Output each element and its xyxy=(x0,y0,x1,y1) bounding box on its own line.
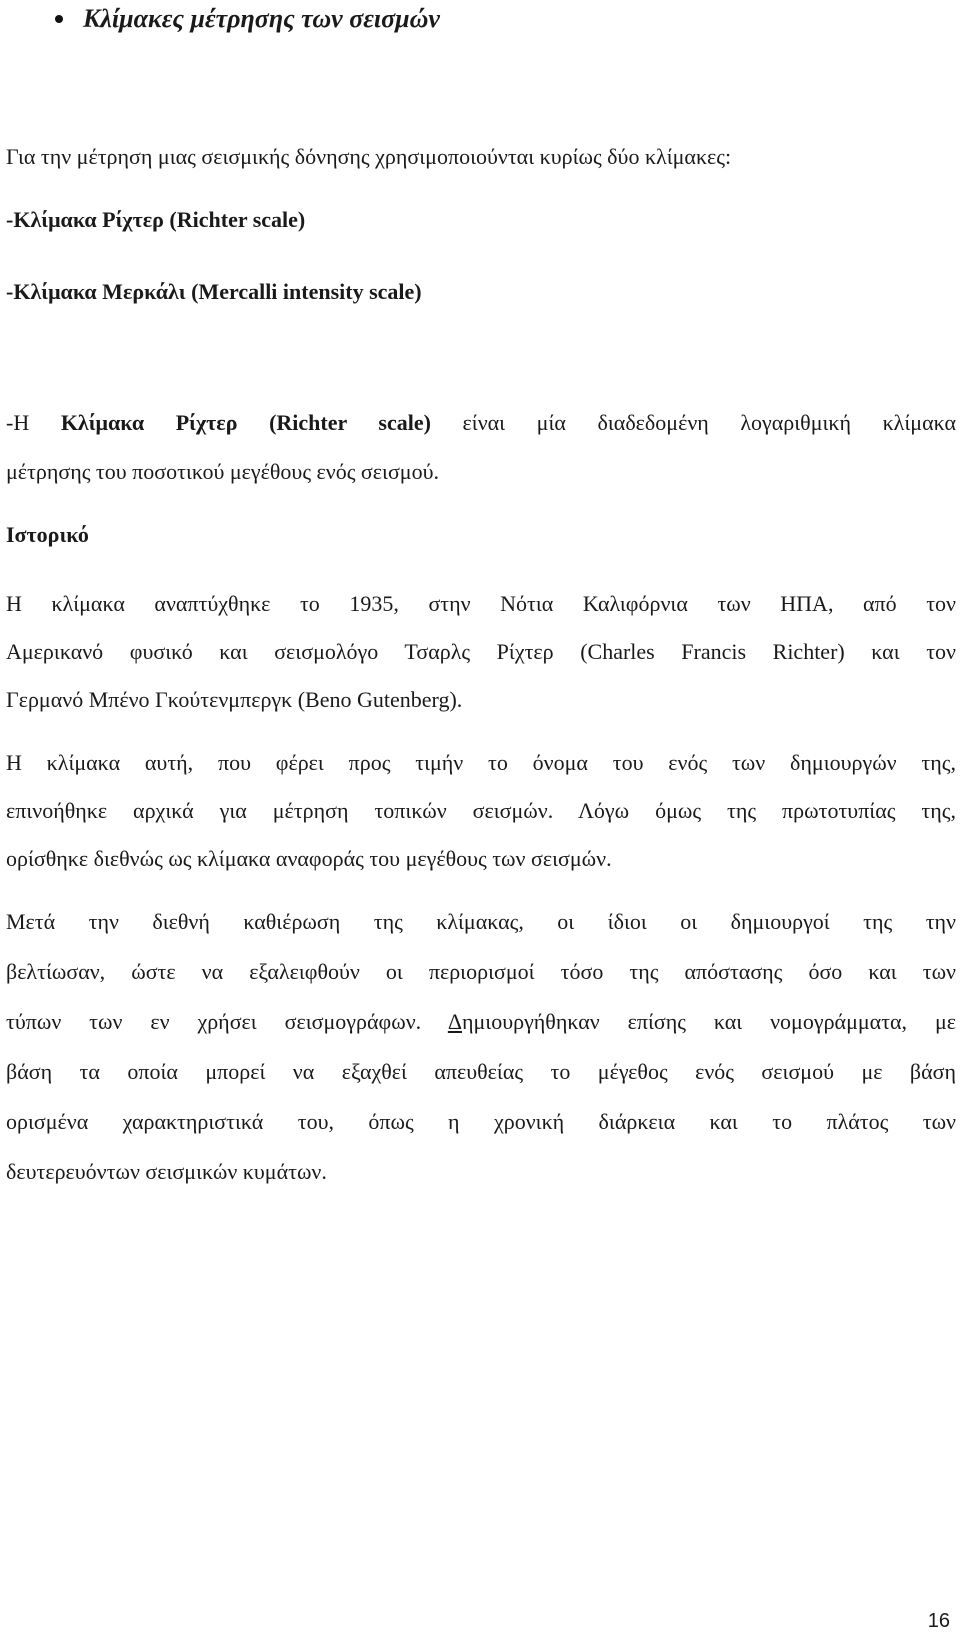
page-number: 16 xyxy=(927,1610,950,1632)
para1-line2: Αμερικανό φυσικό και σεισμολόγο Τσαρλς Ρίχτερ (Charles Francis Richter) και τον xyxy=(6,639,956,664)
para3-line3-underlined: Δ xyxy=(447,1009,462,1034)
para3-line3-pre: τύπων των εν χρήσει σεισμογράφων. xyxy=(6,1009,448,1034)
scale-item-richter: -Κλίμακα Ρίχτερ (Richter scale) xyxy=(6,207,306,232)
para1-line3: Γερμανό Μπένο Γκούτενμπεργκ (Beno Gutenberg). xyxy=(6,687,463,712)
para1-line1: Η κλίμακα αναπτύχθηκε το 1935, στην Νότια Καλιφόρνια των ΗΠΑ, από τον xyxy=(6,591,956,616)
richter-definition-bold: Κλίμακα Ρίχτερ (Richter scale) xyxy=(60,410,431,435)
richter-definition-line2: μέτρησης του ποσοτικού μεγέθους ενός σεισμού. xyxy=(6,459,439,484)
section-heading-row xyxy=(55,2,440,36)
para3-line5: ορισμένα χαρακτηριστικά του, όπως η χρονική διάρκεια και το πλάτος των xyxy=(6,1109,956,1134)
history-title: Ιστορικό xyxy=(6,522,89,547)
para3-line4: βάση τα οποία μπορεί να εξαχθεί απευθείας το μέγεθος ενός σεισμού με βάση xyxy=(6,1059,956,1084)
scale-item-mercalli: -Κλίμακα Μερκάλι (Mercalli intensity scale) xyxy=(6,279,422,304)
para3-line6: δευτερευόντων σεισμικών κυμάτων. xyxy=(6,1159,327,1184)
richter-definition-line1 xyxy=(6,409,956,437)
para2-line1: Η κλίμακα αυτή, που φέρει προς τιμήν το όνομα του ενός των δημιουργών της, xyxy=(6,750,956,775)
section-heading: Κλίμακες μέτρησης των σεισμών xyxy=(83,4,440,33)
para3-line2: βελτίωσαν, ώστε να εξαλειφθούν οι περιορισμοί τόσο της απόστασης όσο και των xyxy=(6,959,956,984)
richter-definition-rest: είναι μία διαδεδομένη λογαριθμική κλίμακα xyxy=(430,410,957,435)
para3-line3 xyxy=(6,1008,956,1036)
para3-line1: Μετά την διεθνή καθιέρωση της κλίμακας, οι ίδιοι οι δημιουργοί της την xyxy=(6,909,956,934)
intro-text: Για την μέτρηση μιας σεισμικής δόνησης χρησιμοποιούνται κυρίως δύο κλίμακες: xyxy=(6,144,732,169)
para3-line3-post: ημιουργήθηκαν επίσης και νομογράμματα, με xyxy=(461,1009,956,1034)
richter-definition-prefix: -Η xyxy=(6,410,61,435)
para2-line2: επινοήθηκε αρχικά για μέτρηση τοπικών σεισμών. Λόγω όμως της πρωτοτυπίας της, xyxy=(6,798,956,823)
para2-line3: ορίσθηκε διεθνώς ως κλίμακα αναφοράς του μεγέθους των σεισμών. xyxy=(6,846,612,871)
bullet-icon xyxy=(55,15,63,23)
